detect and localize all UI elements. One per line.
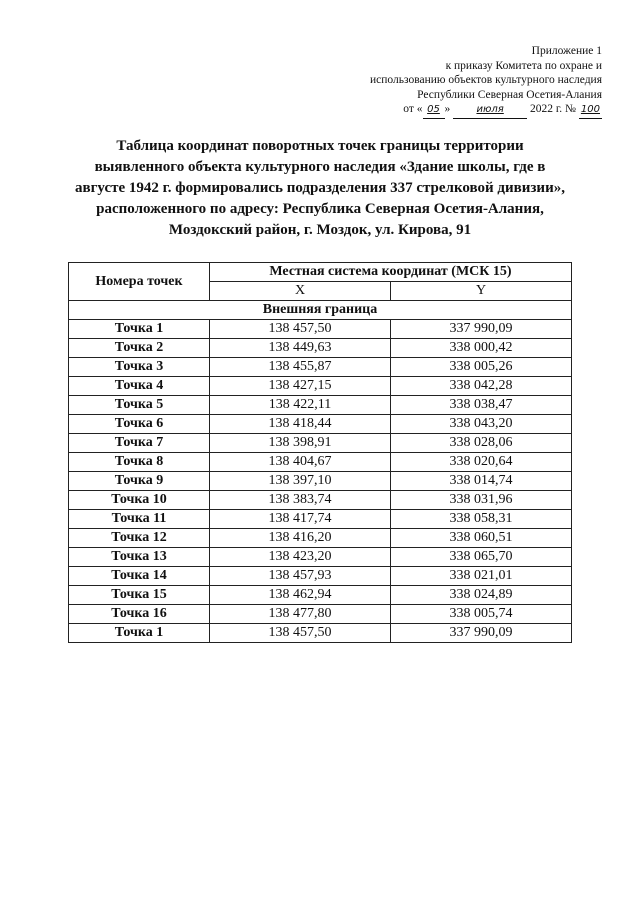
- table-row: [69, 567, 572, 586]
- x-cell: 138 398,91: [210, 434, 391, 453]
- point-cell: Точка 5: [69, 396, 210, 415]
- title-line-3: августе 1942 г. формировались подразделения 337 стрелковой дивизии»,: [75, 180, 565, 196]
- point-cell: Точка 14: [69, 567, 210, 586]
- coordinates-table: [68, 262, 572, 643]
- date-year: 2022 г. №: [530, 103, 577, 115]
- x-cell: 138 417,74: [210, 510, 391, 529]
- table-body: [69, 301, 572, 643]
- y-cell: 338 005,74: [391, 605, 572, 624]
- y-cell: 337 990,09: [391, 320, 572, 339]
- table-row: [69, 339, 572, 358]
- table-row: [69, 434, 572, 453]
- table-row: [69, 453, 572, 472]
- x-cell: 138 422,11: [210, 396, 391, 415]
- point-cell: Точка 9: [69, 472, 210, 491]
- y-cell: 338 021,01: [391, 567, 572, 586]
- table-row: [69, 358, 572, 377]
- y-cell: 338 031,96: [391, 491, 572, 510]
- x-cell: 138 449,63: [210, 339, 391, 358]
- header-coordinate-system: Местная система координат (МСК 15): [210, 263, 572, 282]
- title-line-4: расположенного по адресу: Республика Северная Осетия-Алания,: [96, 201, 544, 217]
- date-month: июля: [453, 103, 527, 119]
- annex-header: [302, 44, 602, 119]
- table-row: [69, 396, 572, 415]
- x-cell: 138 477,80: [210, 605, 391, 624]
- table-row: [69, 320, 572, 339]
- annex-title: Приложение 1: [531, 45, 602, 57]
- x-cell: 138 457,93: [210, 567, 391, 586]
- table-head: [69, 263, 572, 301]
- title-line-5: Моздокский район, г. Моздок, ул. Кирова, 91: [168, 222, 472, 238]
- header-x: X: [210, 282, 391, 301]
- y-cell: 338 020,64: [391, 453, 572, 472]
- y-cell: 338 024,89: [391, 586, 572, 605]
- y-cell: 338 038,47: [391, 396, 572, 415]
- x-cell: 138 397,10: [210, 472, 391, 491]
- x-cell: 138 457,50: [210, 320, 391, 339]
- annex-date-line: [302, 102, 602, 119]
- point-cell: Точка 2: [69, 339, 210, 358]
- point-cell: Точка 12: [69, 529, 210, 548]
- y-cell: 338 043,20: [391, 415, 572, 434]
- table-row: [69, 415, 572, 434]
- y-cell: 337 990,09: [391, 624, 572, 643]
- table-row: [69, 472, 572, 491]
- x-cell: 138 462,94: [210, 586, 391, 605]
- annex-committee-line: использованию объектов культурного наследия: [369, 74, 602, 86]
- x-cell: 138 418,44: [210, 415, 391, 434]
- y-cell: 338 060,51: [391, 529, 572, 548]
- y-cell: 338 042,28: [391, 377, 572, 396]
- header-y: Y: [391, 282, 572, 301]
- x-cell: 138 455,87: [210, 358, 391, 377]
- table-row: [69, 510, 572, 529]
- order-number: 100: [579, 103, 602, 119]
- point-cell: Точка 6: [69, 415, 210, 434]
- table-row: [69, 548, 572, 567]
- x-cell: 138 383,74: [210, 491, 391, 510]
- point-cell: Точка 11: [69, 510, 210, 529]
- point-cell: Точка 1: [69, 624, 210, 643]
- annex-republic-line: Республики Северная Осетия-Алания: [417, 88, 602, 101]
- y-cell: 338 000,42: [391, 339, 572, 358]
- title-line-1: Таблица координат поворотных точек границы территории: [116, 138, 524, 154]
- table-row: [69, 605, 572, 624]
- point-cell: Точка 7: [69, 434, 210, 453]
- x-cell: 138 457,50: [210, 624, 391, 643]
- point-cell: Точка 16: [69, 605, 210, 624]
- table-header-row: [69, 263, 572, 282]
- x-cell: 138 416,20: [210, 529, 391, 548]
- table-row: [69, 624, 572, 643]
- section-label: Внешняя граница: [69, 301, 572, 320]
- point-cell: Точка 15: [69, 586, 210, 605]
- x-cell: 138 404,67: [210, 453, 391, 472]
- y-cell: 338 014,74: [391, 472, 572, 491]
- table-row: [69, 377, 572, 396]
- point-cell: Точка 13: [69, 548, 210, 567]
- y-cell: 338 065,70: [391, 548, 572, 567]
- x-cell: 138 427,15: [210, 377, 391, 396]
- point-cell: Точка 8: [69, 453, 210, 472]
- table-row: [69, 529, 572, 548]
- x-cell: 138 423,20: [210, 548, 391, 567]
- title-line-2: выявленного объекта культурного наследия «Здание школы, где в: [94, 159, 546, 175]
- y-cell: 338 005,26: [391, 358, 572, 377]
- section-row: [69, 301, 572, 320]
- point-cell: Точка 4: [69, 377, 210, 396]
- document-title: [60, 136, 580, 241]
- point-cell: Точка 10: [69, 491, 210, 510]
- header-points: Номера точек: [69, 263, 210, 301]
- point-cell: Точка 3: [69, 358, 210, 377]
- y-cell: 338 028,06: [391, 434, 572, 453]
- table-row: [69, 586, 572, 605]
- table-row: [69, 491, 572, 510]
- y-cell: 338 058,31: [391, 510, 572, 529]
- date-mid: »: [444, 103, 451, 115]
- date-day: 05: [423, 103, 445, 119]
- point-cell: Точка 1: [69, 320, 210, 339]
- annex-order-line: к приказу Комитета по охране и: [445, 59, 602, 72]
- date-prefix: от «: [403, 103, 423, 115]
